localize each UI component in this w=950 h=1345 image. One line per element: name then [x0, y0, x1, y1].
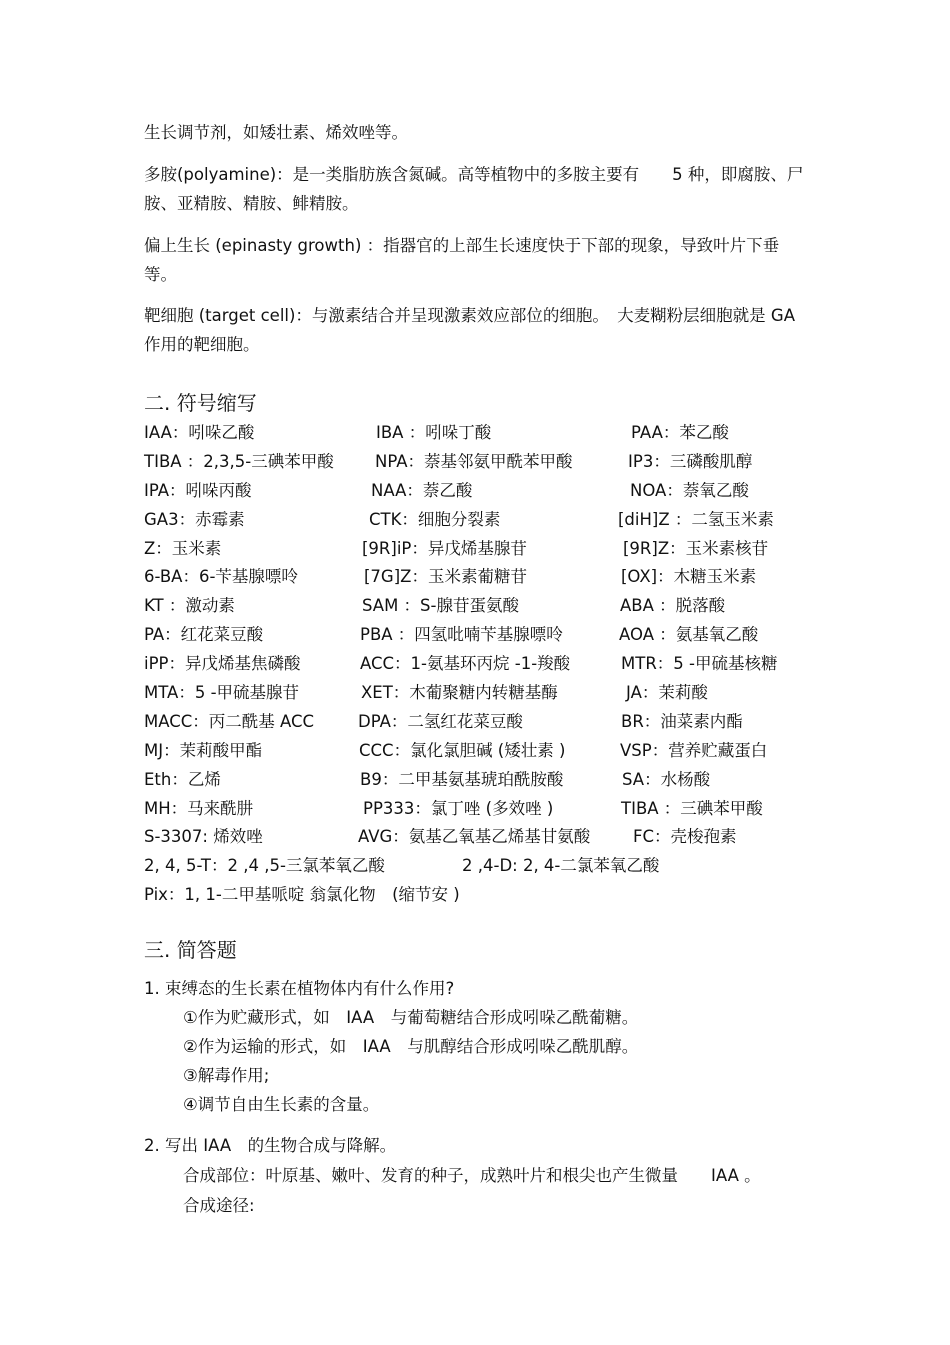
abbreviation-row — [144, 766, 844, 795]
abbreviation-entry: [OX]：木糖玉米素 — [621, 567, 757, 587]
abbreviation-row-wide — [144, 881, 844, 910]
abbreviation-entry: [9R]Z：玉米素核苷 — [623, 538, 769, 558]
abbreviation-entry: Pix：1, 1-二甲基哌啶 翁氯化物 (缩节安 ) — [144, 885, 460, 905]
question-2-item: 合成途径: — [183, 1196, 255, 1215]
abbreviation-entry: KT ：激动素 — [144, 596, 235, 616]
abbreviation-entry: IAA：吲哚乙酸 — [144, 423, 255, 442]
abbreviation-entry: 2 ,4-D: 2, 4-二氯苯氧乙酸 — [462, 856, 660, 876]
definition-polyamine: 多胺(polyamine)：是一类脂肪族含氮碱。高等植物中的多胺主要有 5 种，即腐胺、尸胺、亚精胺、精胺、鲱精胺。 — [144, 165, 804, 213]
abbreviation-row — [144, 823, 844, 852]
question-1-item: ③解毒作用; — [183, 1066, 270, 1085]
abbreviation-row — [144, 708, 844, 737]
abbreviation-entry: MJ：茉莉酸甲酯 — [144, 740, 263, 760]
abbreviation-entry: IPA：吲哚丙酸 — [144, 480, 252, 500]
abbreviation-table — [144, 419, 844, 910]
question-1-item: ①作为贮藏形式，如 IAA 与葡萄糖结合形成吲哚乙酰葡糖。 — [183, 1008, 639, 1027]
abbreviation-row — [144, 506, 844, 535]
abbreviation-row — [144, 563, 844, 592]
abbreviation-row — [144, 535, 844, 564]
abbreviation-entry: CTK：细胞分裂素 — [369, 509, 501, 529]
question-2-title: 2. 写出 IAA 的生物合成与降解。 — [144, 1136, 397, 1155]
abbreviation-entry: MTA：5 -甲硫基腺苷 — [144, 683, 300, 703]
abbreviation-row — [144, 448, 844, 477]
abbreviation-entry: MTR：5 -甲硫基核糖 — [621, 654, 778, 674]
abbreviation-entry: MACC：丙二酰基 ACC — [144, 711, 315, 731]
abbreviation-row — [144, 419, 844, 448]
abbreviation-row — [144, 592, 844, 621]
abbreviation-entry: Z：玉米素 — [144, 538, 222, 558]
abbreviation-entry: XET：木葡聚糖内转糖基酶 — [361, 683, 558, 703]
abbreviation-entry: MH：马来酰肼 — [144, 798, 254, 818]
abbreviation-entry: NAA：萘乙酸 — [371, 480, 473, 500]
abbreviation-entry: TIBA ：2,3,5-三碘苯甲酸 — [144, 451, 334, 471]
abbreviation-entry: ABA ：脱落酸 — [620, 596, 726, 616]
definition-growth-regulator: 生长调节剂，如矮壮素、烯效唑等。 — [144, 123, 408, 142]
abbreviation-row — [144, 737, 844, 766]
abbreviation-entry: SAM ：S-腺苷蛋氨酸 — [362, 596, 519, 616]
abbreviation-entry: CCC：氯化氯胆碱 (矮壮素 ) — [359, 740, 566, 760]
abbreviation-row-wide — [144, 852, 844, 881]
abbreviation-entry: iPP：异戊烯基焦磷酸 — [144, 654, 301, 674]
abbreviation-entry: VSP：营养贮藏蛋白 — [620, 740, 768, 760]
abbreviation-entry: Eth：乙烯 — [144, 769, 221, 789]
abbreviation-row — [144, 679, 844, 708]
abbreviation-entry: GA3：赤霉素 — [144, 509, 245, 529]
abbreviation-row — [144, 477, 844, 506]
abbreviation-entry: NPA：萘基邻氨甲酰苯甲酸 — [375, 451, 573, 471]
abbreviation-row — [144, 650, 844, 679]
question-1-title: 1. 束缚态的生长素在植物体内有什么作用? — [144, 979, 455, 998]
abbreviation-entry: IBA ：吲哚丁酸 — [376, 423, 492, 442]
abbreviation-entry: NOA：萘氧乙酸 — [630, 480, 749, 500]
abbreviation-entry: JA：茉莉酸 — [626, 683, 708, 703]
abbreviation-entry: PBA ：四氢吡喃苄基腺嘌呤 — [360, 625, 563, 645]
abbreviation-entry: [7G]Z：玉米素葡糖苷 — [364, 567, 527, 587]
abbreviation-entry: BR：油菜素内酯 — [621, 711, 743, 731]
abbreviation-entry: ACC：1-氨基环丙烷 -1-羧酸 — [360, 654, 571, 674]
abbreviation-row — [144, 795, 844, 824]
abbreviation-entry: AVG：氨基乙氧基乙烯基甘氨酸 — [358, 827, 591, 847]
abbreviation-entry: PP333：氯丁唑 (多效唑 ) — [363, 798, 554, 818]
section-3-heading: 三. 简答题 — [144, 938, 237, 962]
definition-target-cell: 靶细胞 (target cell)：与激素结合并呈现激素效应部位的细胞。 大麦糊粉层细胞就是 GA 作用的靶细胞。 — [144, 306, 795, 354]
abbreviation-entry: TIBA ：三碘苯甲酸 — [621, 798, 763, 818]
abbreviation-entry: 2, 4, 5-T：2 ,4 ,5-三氯苯氧乙酸 — [144, 856, 385, 876]
abbreviation-entry: DPA：二氢红花菜豆酸 — [358, 711, 523, 731]
question-1-item: ④调节自由生长素的含量。 — [183, 1095, 380, 1114]
question-1-item: ②作为运输的形式，如 IAA 与肌醇结合形成吲哚乙酰肌醇。 — [183, 1037, 639, 1056]
abbreviation-entry: FC：壳梭孢素 — [633, 827, 737, 847]
abbreviation-entry: AOA ：氨基氧乙酸 — [619, 625, 759, 645]
abbreviation-entry: S-3307: 烯效唑 — [144, 827, 263, 847]
abbreviation-entry: SA：水杨酸 — [622, 769, 711, 789]
abbreviation-entry: 6-BA：6-苄基腺嘌呤 — [144, 567, 298, 587]
abbreviation-entry: IP3：三磷酸肌醇 — [628, 451, 753, 471]
definition-epinasty: 偏上生长 (epinasty growth) ：指器官的上部生长速度快于下部的现象，导致叶片下垂等。 — [144, 236, 780, 284]
section-2-heading: 二. 符号缩写 — [144, 391, 257, 415]
question-2-item: 合成部位：叶原基、嫩叶、发育的种子，成熟叶片和根尖也产生微量 IAA 。 — [183, 1166, 761, 1185]
abbreviation-entry: PA：红花菜豆酸 — [144, 625, 264, 645]
abbreviation-entry: PAA：苯乙酸 — [631, 423, 729, 442]
abbreviation-entry: [diH]Z ：二氢玉米素 — [618, 509, 774, 529]
abbreviation-entry: [9R]iP：异戊烯基腺苷 — [362, 538, 527, 558]
abbreviation-entry: B9：二甲基氨基琥珀酰胺酸 — [360, 769, 564, 789]
abbreviation-row — [144, 621, 844, 650]
